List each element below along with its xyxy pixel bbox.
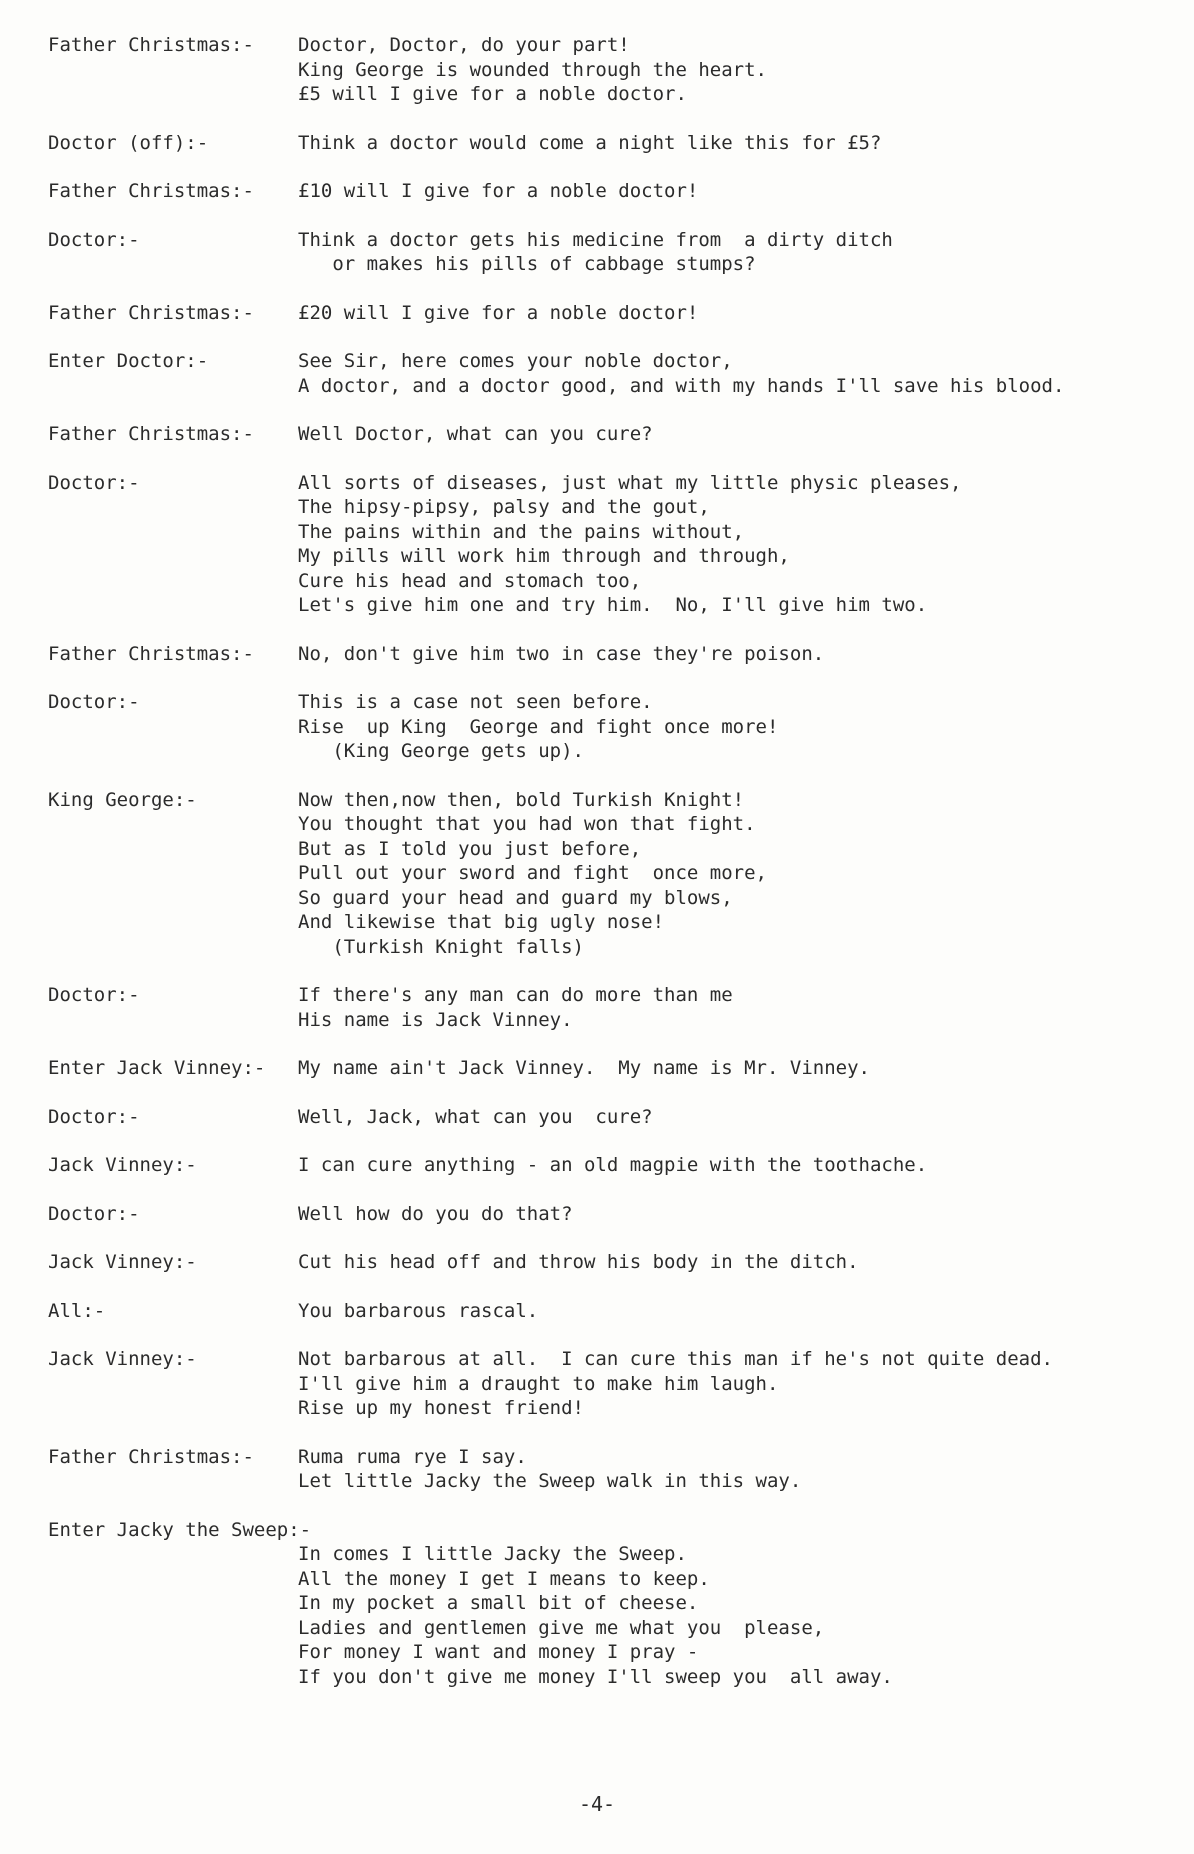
dialogue-line: If there's any man can do more than me <box>298 984 733 1006</box>
dialogue-line: In my pocket a small bit of cheese. <box>298 1592 699 1614</box>
dialogue-line: Well, Jack, what can you cure? <box>298 1105 653 1128</box>
speaker-name: Father Christmas:- <box>48 34 254 56</box>
dialogue-line: You thought that you had won that fight. <box>298 813 756 835</box>
script-entry <box>48 1250 1158 1275</box>
dialogue <box>298 1250 1158 1275</box>
dialogue-line: My pills will work him through and through, <box>298 545 790 567</box>
dialogue <box>298 788 1158 960</box>
speaker-name: Father Christmas:- <box>48 1445 254 1468</box>
script-entry <box>48 1518 1158 1690</box>
dialogue-line: Rise up King George and fight once more! <box>298 715 779 738</box>
script-entry <box>48 131 1158 156</box>
speaker-name: Doctor:- <box>48 691 140 713</box>
script-entry <box>48 422 1158 447</box>
dialogue-line: or makes his pills of cabbage stumps? <box>298 253 756 275</box>
speaker-name: Doctor:- <box>48 228 140 251</box>
dialogue-line: (King George gets up). <box>298 740 584 762</box>
dialogue-line: Let's give him one and try him. No, I'll give him two. <box>298 594 928 616</box>
speaker-name: Jack Vinney:- <box>48 1348 197 1370</box>
dialogue-line: £5 will I give for a noble doctor. <box>298 83 687 105</box>
dialogue-line: The pains within and the pains without, <box>298 520 745 543</box>
dialogue <box>298 1445 1158 1494</box>
dialogue <box>298 1056 1158 1081</box>
speaker-name: Doctor:- <box>48 1202 140 1225</box>
script-entry <box>48 349 1158 398</box>
dialogue-line: Not barbarous at all. I can cure this man if he's not quite dead. <box>298 1348 1053 1370</box>
speaker-name: Doctor:- <box>48 471 140 494</box>
speaker-name: Enter Jack Vinney:- <box>48 1057 266 1079</box>
dialogue-line: Cut his head off and throw his body in the ditch. <box>298 1251 859 1273</box>
script-entry <box>48 788 1158 960</box>
dialogue <box>298 422 1158 447</box>
dialogue-line: Ladies and gentlemen give me what you please, <box>298 1616 825 1639</box>
dialogue-line: £20 will I give for a noble doctor! <box>298 301 699 324</box>
speaker-name: Doctor (off):- <box>48 131 209 154</box>
dialogue-line: Cure his head and stomach too, <box>298 569 642 592</box>
script-entry <box>48 1299 1158 1324</box>
dialogue-line: £10 will I give for a noble doctor! <box>298 180 699 202</box>
dialogue <box>298 642 1158 667</box>
speaker-name: Father Christmas:- <box>48 180 254 202</box>
speaker-name: Doctor:- <box>48 1105 140 1128</box>
speaker-name: King George:- <box>48 788 197 811</box>
script-entry <box>48 1202 1158 1227</box>
dialogue-line: Now then,now then, bold Turkish Knight! <box>298 788 745 811</box>
script-entry <box>48 983 1158 1032</box>
dialogue-line: I'll give him a draught to make him laugh. <box>298 1372 779 1395</box>
script-entry <box>48 642 1158 667</box>
dialogue-line: Let little Jacky the Sweep walk in this way. <box>298 1470 802 1492</box>
dialogue <box>298 33 1158 107</box>
speaker-name: Father Christmas:- <box>48 423 254 445</box>
dialogue <box>298 471 1158 618</box>
script-entry <box>48 228 1158 277</box>
dialogue <box>298 690 1158 764</box>
dialogue-line: Rise up my honest friend! <box>298 1397 584 1419</box>
dialogue-line: Think a doctor would come a night like this for £5? <box>298 131 882 154</box>
dialogue-line: All the money I get I means to keep. <box>298 1567 710 1590</box>
speaker-name: Enter Jacky the Sweep:- <box>48 1518 312 1541</box>
script-entry <box>48 1445 1158 1494</box>
dialogue-line: For money I want and money I pray - <box>298 1641 699 1663</box>
dialogue-line: His name is Jack Vinney. <box>298 1008 573 1031</box>
script-entry <box>48 1347 1158 1421</box>
dialogue-line: And likewise that big ugly nose! <box>298 911 665 933</box>
dialogue-line: If you don't give me money I'll sweep you all away. <box>298 1665 893 1688</box>
play-script <box>48 33 1158 1689</box>
dialogue <box>298 1153 1158 1178</box>
speaker-name: Jack Vinney:- <box>48 1251 197 1273</box>
script-entry <box>48 1105 1158 1130</box>
dialogue-line: But as I told you just before, <box>298 837 642 860</box>
dialogue-line: My name ain't Jack Vinney. My name is Mr. Vinney. <box>298 1057 870 1079</box>
dialogue-line: See Sir, here comes your noble doctor, <box>298 350 733 372</box>
dialogue-line: Think a doctor gets his medicine from a dirty ditch <box>298 228 893 251</box>
dialogue-line: (Turkish Knight falls) <box>298 935 584 958</box>
dialogue-line: A doctor, and a doctor good, and with my hands I'll save his blood. <box>298 374 1065 397</box>
dialogue <box>298 301 1158 326</box>
page-number: -4- <box>578 1792 616 1816</box>
dialogue <box>298 179 1158 204</box>
dialogue-line: In comes I little Jacky the Sweep. <box>298 1543 687 1565</box>
dialogue <box>298 131 1158 156</box>
dialogue-line: So guard your head and guard my blows, <box>298 886 733 909</box>
dialogue <box>298 349 1158 398</box>
dialogue-line: This is a case not seen before. <box>298 691 653 713</box>
speaker-name: Father Christmas:- <box>48 642 254 665</box>
dialogue-line: Ruma ruma rye I say. <box>298 1445 527 1468</box>
speaker-name: Doctor:- <box>48 984 140 1006</box>
script-entry <box>48 471 1158 618</box>
dialogue-line: The hipsy-pipsy, palsy and the gout, <box>298 496 710 518</box>
dialogue-line: King George is wounded through the heart. <box>298 58 767 81</box>
dialogue <box>298 1347 1158 1421</box>
dialogue-line: I can cure anything - an old magpie with the toothache. <box>298 1154 928 1176</box>
script-entry <box>48 301 1158 326</box>
speaker-name: Jack Vinney:- <box>48 1154 197 1176</box>
speaker-name: Enter Doctor:- <box>48 350 209 372</box>
script-entry <box>48 1153 1158 1178</box>
script-entry <box>48 1056 1158 1081</box>
dialogue-line: All sorts of diseases, just what my little physic pleases, <box>298 471 962 494</box>
dialogue-line: You barbarous rascal. <box>298 1299 539 1322</box>
dialogue-line: Pull out your sword and fight once more, <box>298 862 767 884</box>
dialogue <box>298 228 1158 277</box>
dialogue <box>298 983 1158 1032</box>
dialogue-line: Well how do you do that? <box>298 1202 573 1225</box>
dialogue <box>298 1299 1158 1324</box>
dialogue <box>298 1542 1158 1689</box>
dialogue-line: No, don't give him two in case they're poison. <box>298 642 825 665</box>
dialogue-line: Well Doctor, what can you cure? <box>298 423 653 445</box>
script-entry <box>48 690 1158 764</box>
dialogue <box>298 1105 1158 1130</box>
dialogue-line: Doctor, Doctor, do your part! <box>298 34 630 56</box>
speaker-name: Father Christmas:- <box>48 301 254 324</box>
script-entry <box>48 179 1158 204</box>
dialogue <box>298 1202 1158 1227</box>
speaker-name: All:- <box>48 1299 106 1322</box>
script-entry <box>48 33 1158 107</box>
